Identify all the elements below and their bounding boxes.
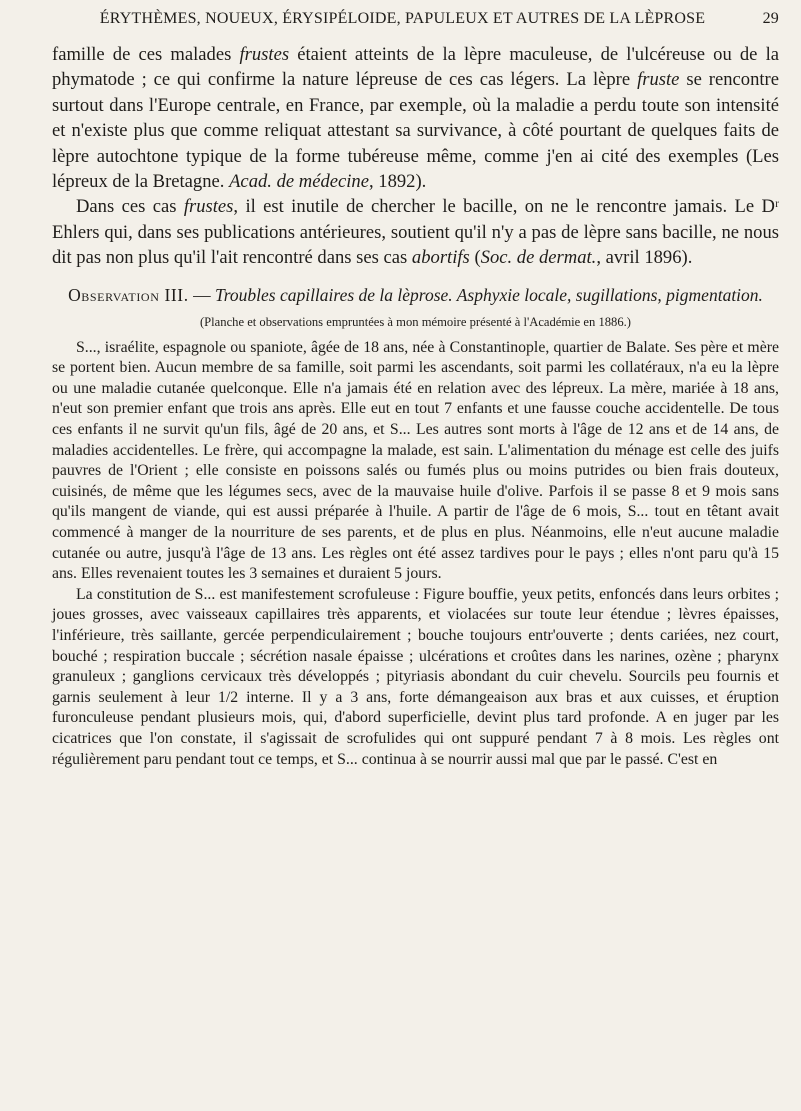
text-run: ( (469, 247, 481, 269)
paragraph-frustes (52, 42, 779, 194)
italic-run: frustes (239, 44, 290, 65)
observation-label: Observation III. (68, 284, 189, 305)
text-run: se rencontre surtout dans l'Europe centrale, en France, par exemple, où la maladie a perdu toute son intensité et n'existe plus que comme reliquat attestant sa survivance, à côté pourtant de quelques faits de lèpre autochtone typique de la forme tubéreuse même, comme j'en ai cité des exemples (Les lépreux de la Bretagne. (52, 69, 779, 193)
text-run: famille de ces malades (52, 44, 240, 65)
observation-heading (52, 283, 779, 307)
page-number: 29 (762, 10, 779, 27)
running-header (52, 10, 779, 36)
text-run: , avril 1896). (596, 247, 693, 269)
italic-run: Soc. de dermat. (480, 247, 597, 269)
observation-title: Troubles capillaires de la lèprose. Asphyxie locale, sugillations, pigmentation. (214, 284, 763, 305)
source-note: (Planche et observations empruntées à mon mémoire présenté à l'Académie en 1886.) (199, 314, 631, 329)
italic-run: Acad. de médecine (229, 171, 369, 193)
text-run: étaient atteints de la lèpre maculeuse, de l'ulcéreuse ou de la phymatode ; ce qui confirme la nature lépreuse de ces cas légers. La lèpre (52, 44, 780, 91)
italic-run: fruste (637, 69, 680, 91)
italic-run: abortifs (411, 247, 470, 269)
paragraph-case-history: S..., israélite, espagnole ou spaniote, âgée de 18 ans, née à Constantinople, quartier de Balate. Ses père et mère se portent bien. Aucun membre de sa famille, soit parmi les ascendants, soit parmi les collatéraux, n'a eu la lèpre ou une maladie cutanée quelconque. Elle n'a jamais été en relation avec des lépreux. La mère, mariée à 18 ans, n'eut son premier enfant que trois ans après. Elle eut en tout 7 enfants et une fausse couche accidentelle. De tous ces enfants il ne survit qu'un fils, âgé de 20 ans, et S... Les autres sont morts à l'âge de 12 ans et de 14 ans, de maladies accidentelles. Le frère, qui accompagne la malade, est sain. L'alimentation du ménage est celle des juifs pauvres de l'Orient ; elle consiste en poissons salés ou fumés plus ou moins putrides ou bien frais douteux, cuisinés, de même que les légumes secs, avec de la mauvaise huile d'olive. Parfois il se passe 8 et 9 mois sans qu'ils mangent de viande, qui est aussi préparée à l'huile. A partir de l'âge de 6 mois, S... tout en têtant avait commencé à manger de la nourriture de ses parents, et de plus en plus. Néanmoins, elle n'eut aucune maladie cutanée ou autre, jusqu'à l'âge de 13 ans. Les règles ont été assez tardives pour le pays ; elles n'ont paru qu'à 15 ans. Elles revenaient toutes les 3 semaines et duraient 5 jours. (52, 338, 779, 583)
paragraph-constitution: La constitution de S... est manifestement scrofuleuse : Figure bouffie, yeux petits, enfoncés dans leurs orbites ; joues grosses, avec vaisseaux capillaires très apparents, et violacées sur toute leur étendue ; lèvres épaisses, l'inférieure, très saillante, gercée perpendiculairement ; bouche toujours entr'ouverte ; dents cariées, nez court, bouché ; respiration buccale ; sécrétion nasale épaisse ; ulcérations et croûtes dans les narines, ozène ; pharynx granuleux ; ganglions cervicaux très développés ; pityriasis abondant du cuir chevelu. Sourcils peu fournis et garnis seulement à leur 1/2 interne. Il y a 3 ans, forte démangeaison aux bras et aux cuisses, et éruption furonculeuse pendant plusieurs mois, qui, d'abord superficielle, devint plus tard profonde. A en juger par les cicatrices que l'on constate, il s'agissait de scrofulides qui ont suppuré pendant 7 à 8 mois. Les règles ont régulièrement paru pendant tout ce temps, et S... continua à se nourrir aussi mal que par le passé. C'est en (52, 585, 779, 768)
text-run: , 1892). (368, 171, 427, 193)
observation-dash: — (188, 284, 215, 305)
running-title: ÉRYTHÈMES, NOUEUX, ÉRYSIPÉLOIDE, PAPULEUX ET AUTRES DE LA LÈPROSE (99, 10, 706, 27)
book-page (52, 10, 779, 770)
text-run: , il est inutile de chercher le bacille, on ne le rencontre jamais. Le Dʳ Ehlers qui, dans ses publications antérieures, soutient qu'il n'y a pas de lèpre sans bacille, ne nous dit pas non plus qu'il l'ait rencontré dans ses cas (52, 196, 779, 269)
paragraph-bacille (52, 194, 779, 270)
italic-run: frustes (183, 196, 234, 218)
text-run: Dans ces cas (76, 196, 184, 218)
